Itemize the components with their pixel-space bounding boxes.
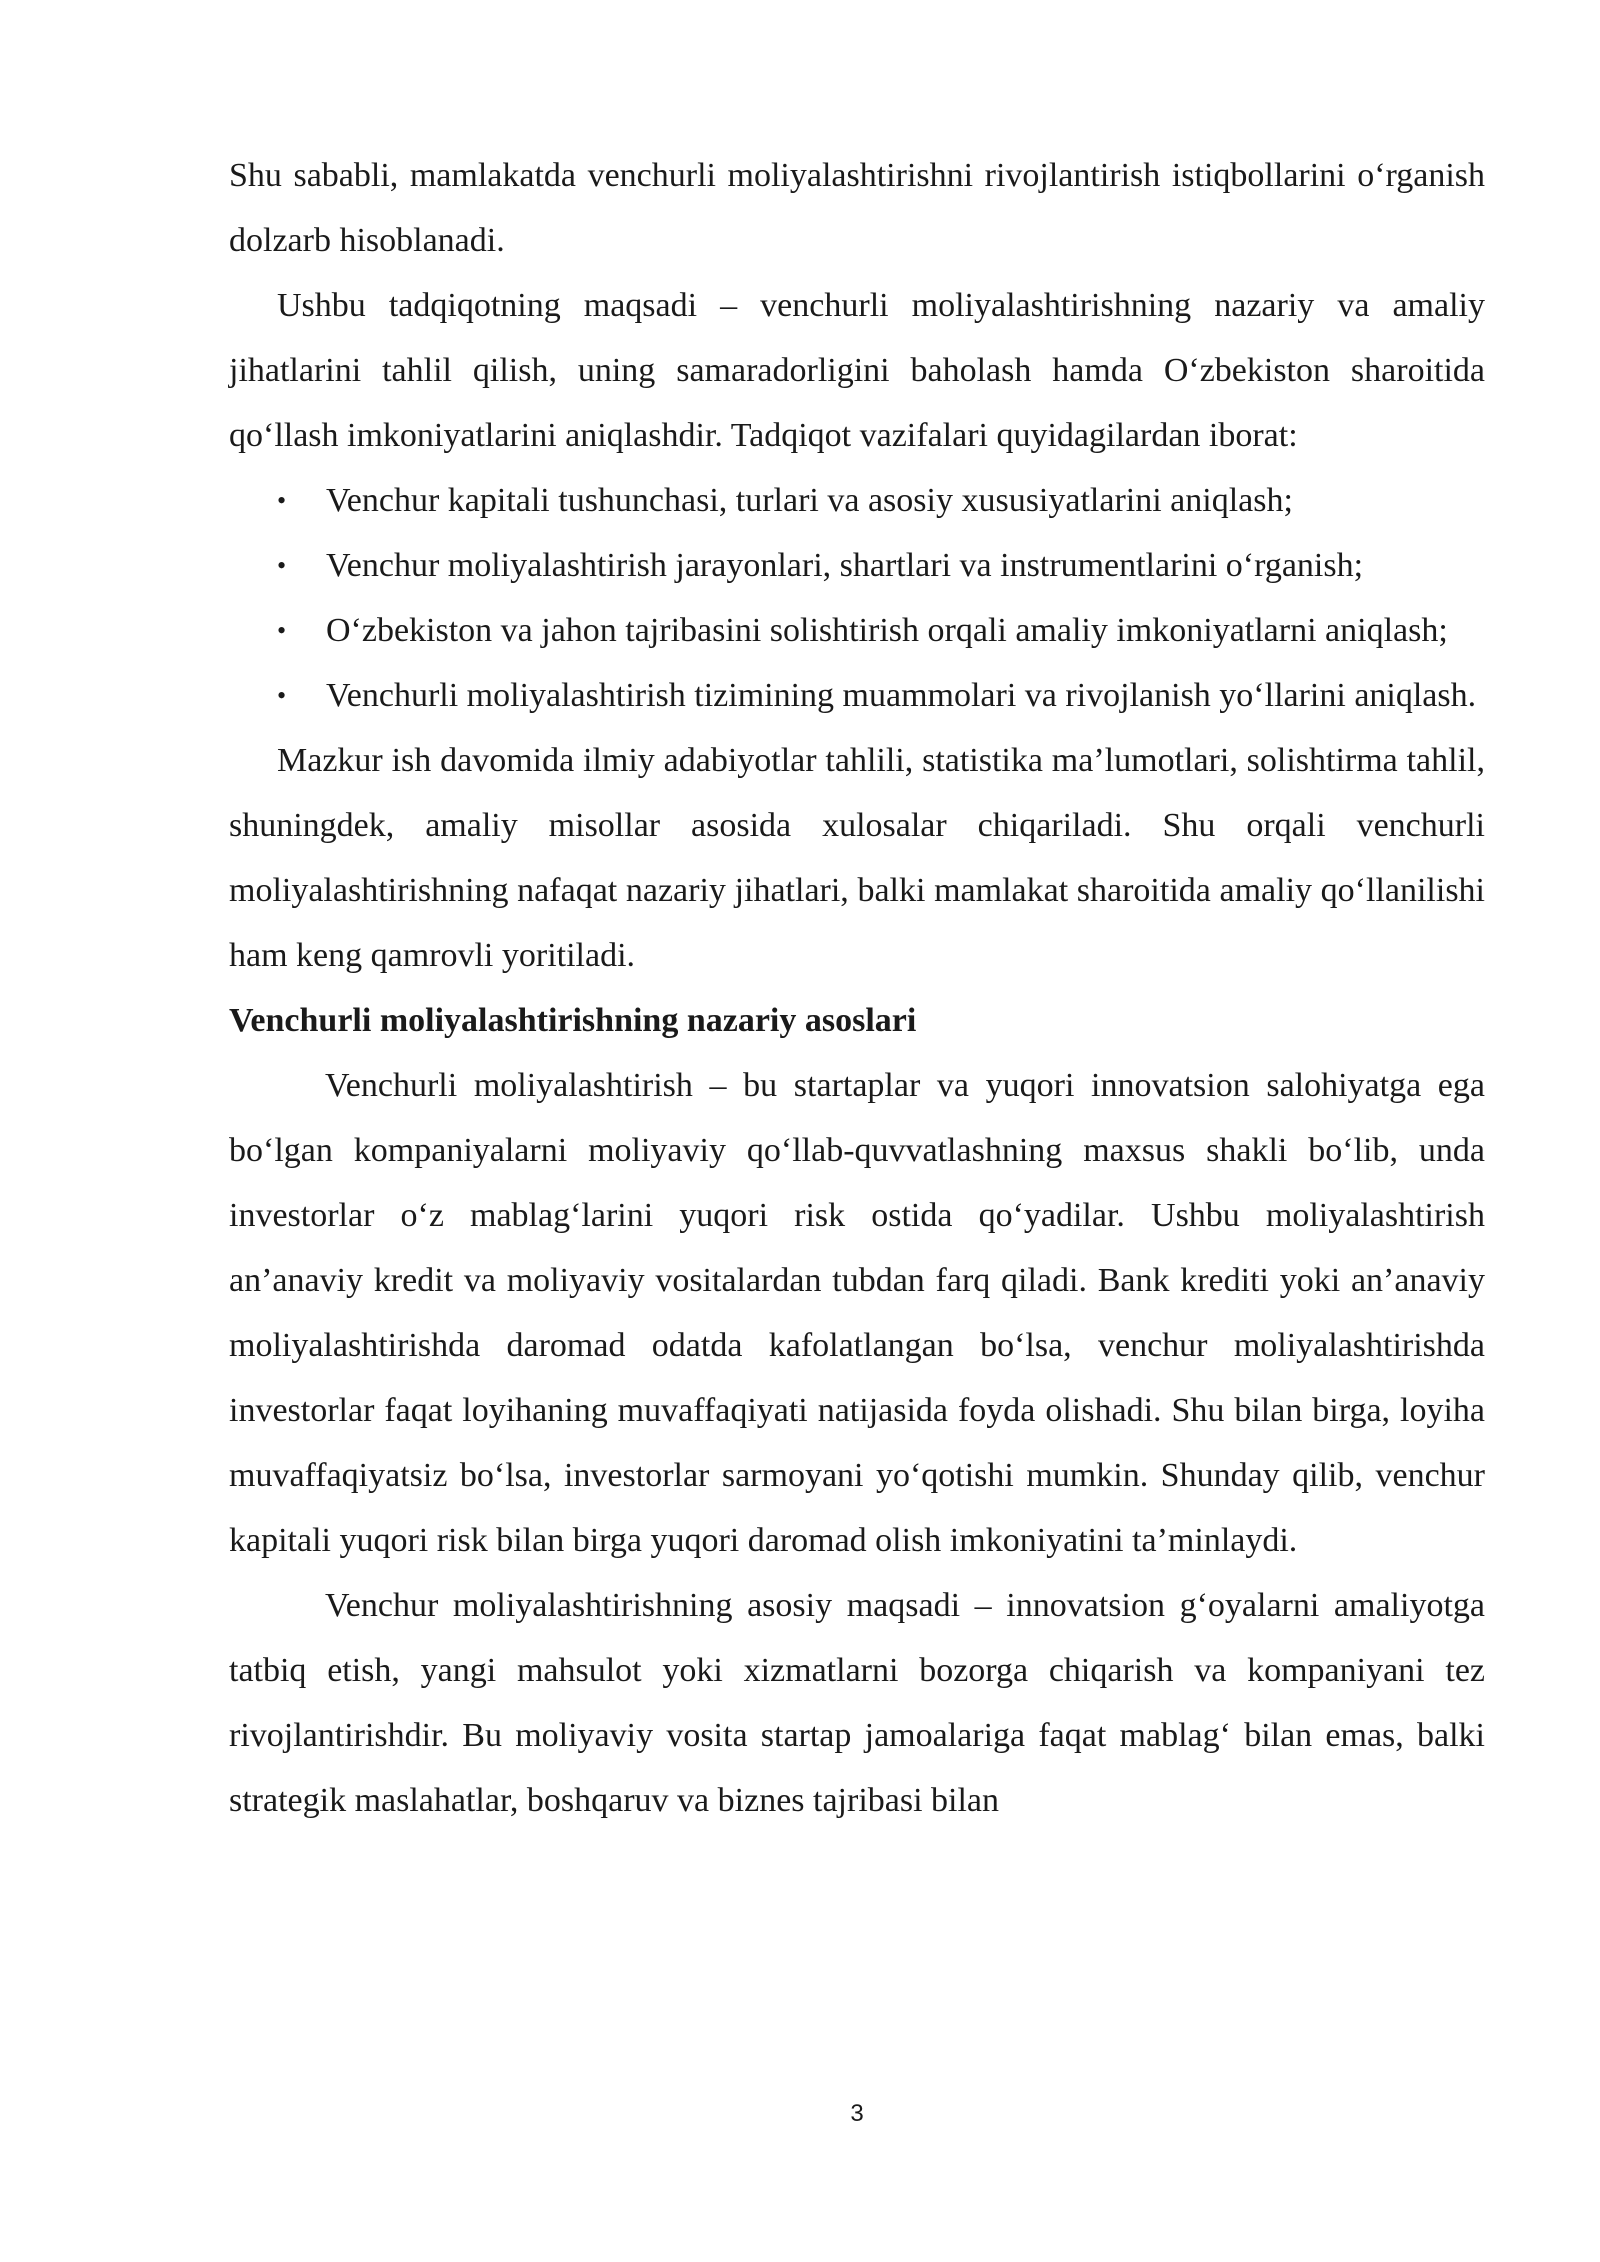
page-number: 3	[850, 2100, 864, 2127]
paragraph-research-goal: Ushbu tadqiqotning maqsadi – venchurli moliyalashtirishning nazariy va amaliy jihatlarini tahlil qilish, uning samaradorligini baholash hamda O‘zbekiston sharoitida qo‘llash imkoniyatlarini aniqlashdir. Tadqiqot vazifalari quyidagilardan iborat:	[229, 287, 1485, 454]
bullet-icon: •	[277, 616, 287, 645]
list-item-text: Venchur moliyalashtirish jarayonlari, shartlari va instrumentlarini o‘rganish;	[326, 547, 1364, 584]
list-item	[229, 663, 1485, 728]
bullet-icon: •	[277, 486, 287, 515]
list-item-text: Venchurli moliyalashtirish tizimining muammolari va rivojlanish yo‘llarini aniqlash.	[326, 677, 1477, 714]
section-heading: Venchurli moliyalashtirishning nazariy asoslari	[229, 1002, 917, 1039]
paragraph-methods: Mazkur ish davomida ilmiy adabiyotlar tahlili, statistika ma’lumotlari, solishtirma tahlil, shuningdek, amaliy misollar asosida xulosalar chiqariladi. Shu orqali venchurli moliyalashtirishning nafaqat nazariy jihatlari, balki mamlakat sharoitida amaliy qo‘llanilishi ham keng qamrovli yoritiladi.	[229, 742, 1485, 974]
bullet-icon: •	[277, 681, 287, 710]
list-item	[229, 598, 1485, 663]
paragraph-definition: Venchurli moliyalashtirish – bu startaplar va yuqori innovatsion salohiyatga ega bo‘lgan kompaniyalarni moliyaviy qo‘llab-quvvatlashning maxsus shakli bo‘lib, unda investorlar o‘z mablag‘larini yuqori risk ostida qo‘yadilar. Ushbu moliyalashtirish an’anaviy kredit va moliyaviy vositalardan tubdan farq qiladi. Bank krediti yoki an’anaviy moliyalashtirishda daromad odatda kafolatlangan bo‘lsa, venchur moliyalashtirishda investorlar faqat loyihaning muvaffaqiyati natijasida foyda olishadi. Shu bilan birga, loyiha muvaffaqiyatsiz bo‘lsa, investorlar sarmoyani yo‘qotishi mumkin. Shunday qilib, venchur kapitali yuqori risk bilan birga yuqori daromad olish imkoniyatini ta’minlaydi.	[229, 1067, 1485, 1559]
list-item	[229, 533, 1485, 598]
paragraph-intro: Shu sababli, mamlakatda venchurli moliyalashtirishni rivojlantirish istiqbollarini o‘rganish dolzarb hisoblanadi.	[229, 157, 1485, 259]
list-item	[229, 468, 1485, 533]
task-list	[229, 468, 1485, 728]
paragraph-main-goal: Venchur moliyalashtirishning asosiy maqsadi – innovatsion g‘oyalarni amaliyotga tatbiq etish, yangi mahsulot yoki xizmatlarni bozorga chiqarish va kompaniyani tez rivojlantirishdir. Bu moliyaviy vosita startap jamoalariga faqat mablag‘ bilan emas, balki strategik maslahatlar, boshqaruv va biznes tajribasi bilan	[229, 1587, 1485, 1819]
list-item-text: Venchur kapitali tushunchasi, turlari va asosiy xususiyatlarini aniqlash;	[326, 482, 1293, 519]
document-body	[229, 143, 1485, 1833]
bullet-icon: •	[277, 551, 287, 580]
list-item-text: O‘zbekiston va jahon tajribasini solishtirish orqali amaliy imkoniyatlarni aniqlash;	[326, 612, 1448, 649]
